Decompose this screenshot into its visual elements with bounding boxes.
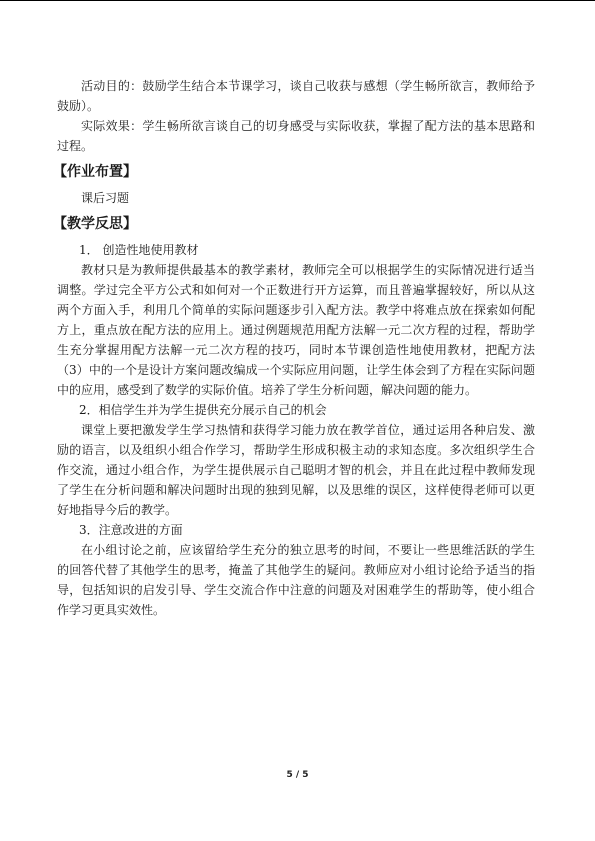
activity-goal-paragraph: 活动目的：鼓励学生结合本节课学习，谈自己收获与感想（学生畅所欲言，教师给予鼓励）。 (57, 79, 535, 113)
reflection-item-2-body: 课堂上要把激发学生学习热情和获得学习能力放在教学首位，通过运用各种启发、激励的语言，以及组织小组合作学习，帮助学生形成积极主动的求知态度。多次组织学生合作交流，通过小组合作，为学生提供展示自己聪明才智的机会，并且在此过程中教师发现了学生在分析问题和解决问题时出现的独到见解，以及思维的误区，这样使得老师可以更好地指导今后的教学。 (57, 423, 535, 517)
page-number: 5 / 5 (286, 770, 309, 780)
homework-heading: 【作业布置】 (53, 164, 137, 180)
actual-effect-paragraph: 实际效果：学生畅所欲言谈自己的切身感受与实际收获，掌握了配方法的基本思路和过程。 (57, 119, 535, 153)
reflection-item-1-body: 教材只是为教师提供最基本的教学素材，教师完全可以根据学生的实际情况进行适当调整。学过完全平方公式和如何对一个正数进行开方运算，而且普遍掌握较好，所以从这两个方面入手，利用几个简单的实际问题逐步引入配方法。教学中将难点放在探索如何配方上，重点放在配方法的应用上。通过例题规范用配方法解一元二次方程的过程，帮助学生充分掌握用配方法解一元二次方程的技巧，同时本节课创造性地使用教材，把配方法（3）中的一个是设计方案问题改编成一个实际应用问题，让学生体会到了方程在实际问题中的应用，感受到了数学的实际价值。培养了学生分析问题，解决问题的能力。 (57, 263, 535, 397)
document-body (53, 76, 535, 620)
reflection-item-3-title: 3．注意改进的方面 (79, 523, 183, 537)
reflection-item-3-body: 在小组讨论之前，应该留给学生充分的独立思考的时间，不要让一些思维活跃的学生的回答代替了其他学生的思考，掩盖了其他学生的疑问。教师应对小组讨论给予适当的指导，包括知识的启发引导、学生交流合作中注意的问题及对困难学生的帮助等，使小组合作学习更具实效性。 (57, 543, 535, 617)
reflection-item-1-title: 1． 创造性地使用教材 (79, 243, 199, 257)
header-rule (0, 0, 595, 1)
homework-text: 课后习题 (81, 191, 130, 205)
reflection-item-2-title: 2．相信学生并为学生提供充分展示自己的机会 (79, 403, 327, 417)
reflection-heading: 【教学反思】 (53, 216, 137, 232)
